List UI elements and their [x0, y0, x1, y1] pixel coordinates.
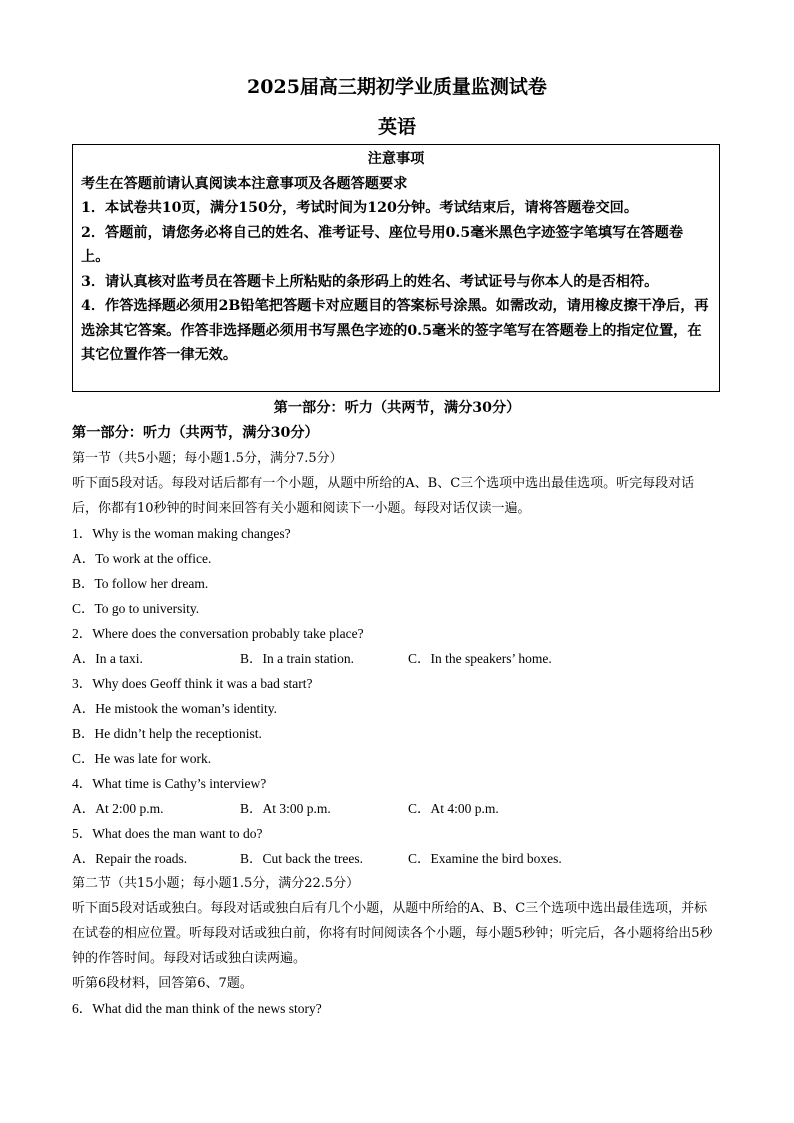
section-instructions: 听下面5段对话或独白。每段对话或独白后有几个小题，从题中所给的A、B、C三个选项中选出最佳选项，并标在试卷的相应位置。听每段对话或独白前，你将有时间阅读各个小题，每小题5秒钟；听完后，各小题将给出5秒钟的作答时间。每段对话或独白读两遍。: [72, 901, 713, 966]
section-heading: 第一节（共5小题；每小题1.5分，满分7.5分）: [72, 451, 343, 466]
question-stem: 2．Where does the conversation probably take place?: [72, 626, 364, 641]
option-b: B．At 3:00 p.m.: [240, 801, 331, 816]
option-b: B．To follow her dream.: [72, 576, 209, 591]
part-heading: 第一部分：听力（共两节，满分30分）: [72, 425, 319, 441]
options-row: [72, 646, 720, 671]
question-stem: 1．Why is the woman making changes?: [72, 526, 291, 541]
notice-line: 1．本试卷共10页，满分150分，考试时间为120分钟。考试结束后，请将答题卷交回。: [81, 200, 639, 216]
question-stem: 5．What does the man want to do?: [72, 826, 263, 841]
option-c: C．To go to university.: [72, 601, 200, 616]
section-heading: 第二节（共15小题；每小题1.5分，满分22.5分）: [72, 876, 360, 891]
option-b: B．In a train station.: [240, 651, 354, 666]
notice-box: [72, 144, 720, 392]
notice-line: 2．答题前，请您务必将自己的姓名、准考证号、座位号用0.5毫米黑色字迹签字笔填写在答题卷上。: [81, 224, 684, 265]
option-c: C．In the speakers’ home.: [408, 651, 552, 666]
subject-title: 英语: [377, 116, 416, 138]
question-stem: 6．What did the man think of the news story?: [72, 1001, 322, 1016]
options-row: [72, 846, 720, 871]
option-a: A．In a taxi.: [72, 651, 143, 666]
option-c: C．At 4:00 p.m.: [408, 801, 499, 816]
listening-content: [72, 421, 720, 1021]
notice-line: 4．作答选择题必须用2B铅笔把答题卡对应题目的答案标号涂黑。如需改动，请用橡皮擦干净后，再选涂其它答案。作答非选择题必须用书写黑色字迹的0.5毫米的签字笔写在答题卷上的指定位置，在其它位置作答一律无效。: [81, 298, 709, 363]
exam-title: 2025届高三期初学业质量监测试卷: [247, 76, 547, 98]
notice-line: 3．请认真核对监考员在答题卡上所粘贴的条形码上的姓名、考试证号与你本人的是否相符。: [81, 273, 659, 290]
option-a: A．He mistook the woman’s identity.: [72, 701, 277, 716]
question-stem: 4．What time is Cathy’s interview?: [72, 776, 267, 791]
notice-title: 注意事项: [367, 151, 425, 167]
option-a: A．To work at the office.: [72, 551, 212, 566]
option-c: C．Examine the bird boxes.: [408, 851, 562, 866]
question-stem: 3．Why does Geoff think it was a bad start?: [72, 676, 313, 691]
option-c: C．He was late for work.: [72, 751, 212, 766]
option-b: B．He didn’t help the receptionist.: [72, 726, 262, 741]
options-row: [72, 796, 720, 821]
option-a: A．Repair the roads.: [72, 851, 188, 866]
section-instructions: 听下面5段对话。每段对话后都有一个小题，从题中所给的A、B、C三个选项中选出最佳选项。听完每段对话后，你都有10秒钟的时间来回答有关小题和阅读下一小题。每段对话仅读一遍。: [72, 476, 695, 516]
part-center-heading: 第一部分：听力（共两节，满分30分）: [273, 400, 521, 416]
option-b: B．Cut back the trees.: [240, 851, 363, 866]
option-a: A．At 2:00 p.m.: [72, 801, 164, 816]
material-note: 听第6段材料，回答第6、7题。: [72, 976, 253, 991]
notice-line: 考生在答题前请认真阅读本注意事项及各题答题要求: [81, 175, 408, 192]
